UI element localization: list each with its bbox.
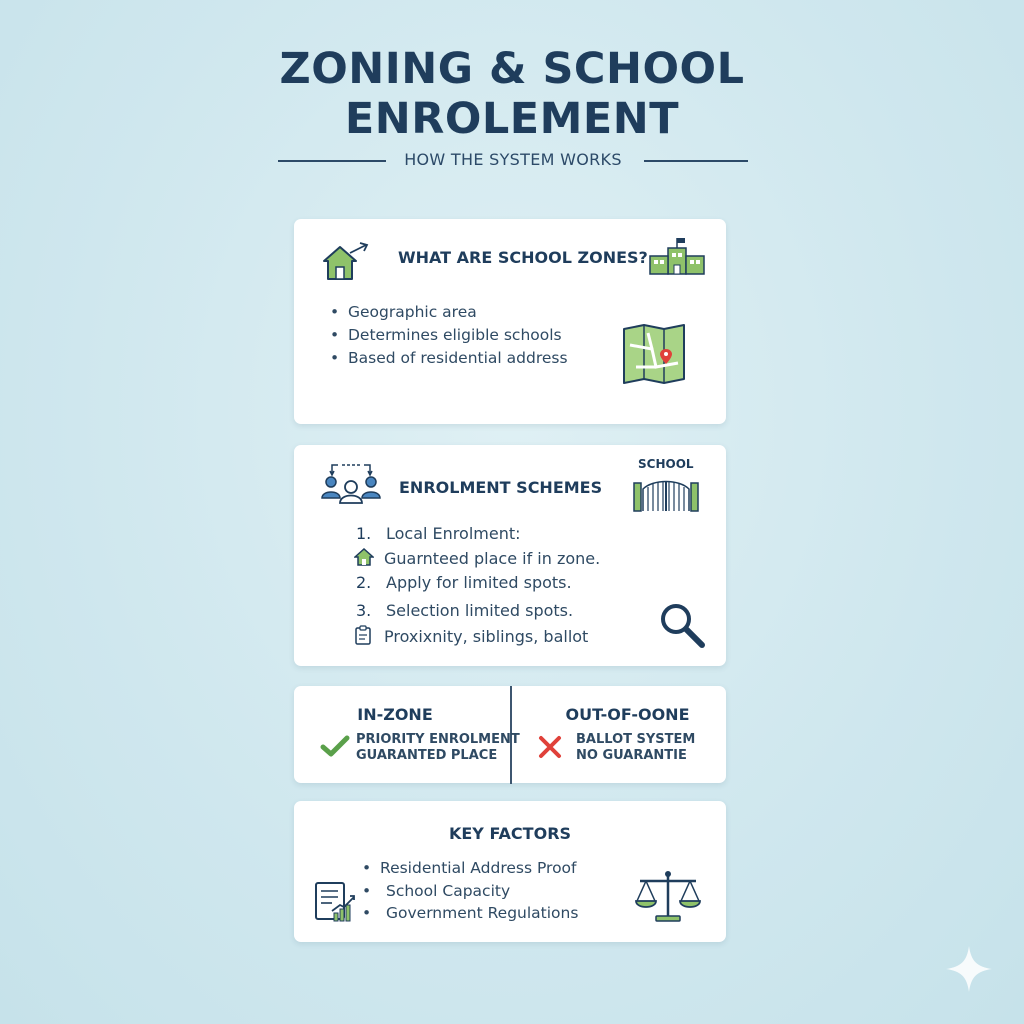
scheme-item-text: Guarnteed place if in zone. bbox=[384, 549, 601, 568]
house-icon bbox=[354, 548, 384, 570]
in-zone-line-2: GUARANTED PLACE bbox=[356, 748, 498, 763]
list-item: • Government Regulations bbox=[360, 902, 578, 925]
sparkle-icon bbox=[944, 944, 994, 998]
scales-icon bbox=[632, 869, 704, 927]
clipboard-icon bbox=[354, 625, 384, 649]
school-label: SCHOOL bbox=[638, 457, 694, 471]
cross-icon bbox=[537, 734, 563, 764]
list-item: • Based of residential address bbox=[328, 347, 568, 370]
out-zone-line-2: NO GUARANTIE bbox=[576, 748, 687, 763]
scheme-item-text: Apply for limited spots. bbox=[386, 573, 572, 592]
scheme-item-clipboard bbox=[354, 625, 588, 649]
report-chart-icon bbox=[314, 881, 356, 927]
schemes-title: ENROLMENT SCHEMES bbox=[399, 478, 603, 497]
scheme-item-house bbox=[354, 548, 600, 570]
factors-bullets bbox=[360, 857, 578, 925]
out-zone-line-1: BALLOT SYSTEM bbox=[576, 732, 696, 747]
zones-card bbox=[294, 219, 726, 424]
scheme-item-1 bbox=[356, 524, 521, 543]
school-building-icon bbox=[648, 236, 706, 280]
scheme-number-3: 3. bbox=[356, 601, 372, 620]
check-icon bbox=[320, 735, 350, 761]
list-item: • Residential Address Proof bbox=[360, 857, 578, 880]
school-gate-icon bbox=[633, 475, 699, 517]
scheme-item-2 bbox=[356, 573, 572, 592]
schemes-card bbox=[294, 445, 726, 666]
zones-title: WHAT ARE SCHOOL ZONES? bbox=[398, 248, 648, 267]
list-item: • Geographic area bbox=[328, 301, 568, 324]
title-line-2: ENROLEMENT bbox=[344, 94, 680, 144]
factors-card bbox=[294, 801, 726, 942]
out-zone-title: OUT-OF-OONE bbox=[565, 705, 690, 724]
people-arrows-icon bbox=[320, 462, 382, 508]
in-zone-text bbox=[356, 732, 520, 764]
scheme-number-2: 2. bbox=[356, 573, 372, 592]
map-pin-icon bbox=[622, 323, 686, 389]
out-zone-text bbox=[576, 732, 695, 764]
scheme-item-text: Local Enrolment: bbox=[386, 524, 521, 543]
subtitle-row bbox=[278, 150, 748, 172]
scheme-number-1: 1. bbox=[356, 524, 372, 543]
page-title bbox=[0, 44, 1024, 144]
in-zone-title: IN-ZONE bbox=[357, 705, 433, 724]
magnifier-icon bbox=[658, 601, 706, 653]
list-item: • School Capacity bbox=[360, 880, 578, 903]
scheme-item-3 bbox=[356, 601, 573, 620]
in-zone-line-1: PRIORITY ENROLMENT bbox=[356, 732, 520, 747]
factors-title: KEY FACTORS bbox=[448, 824, 572, 843]
scheme-item-text: Proxixnity, siblings, ballot bbox=[384, 627, 589, 646]
subtitle: HOW THE SYSTEM WORKS bbox=[404, 150, 622, 169]
list-item: • Determines eligible schools bbox=[328, 324, 568, 347]
house-arrow-icon bbox=[320, 241, 370, 285]
zones-bullets bbox=[328, 301, 568, 370]
scheme-item-text: Selection limited spots. bbox=[386, 601, 574, 620]
subtitle-rule-right bbox=[644, 160, 748, 162]
title-line-1: ZONING & SCHOOL bbox=[279, 44, 745, 94]
